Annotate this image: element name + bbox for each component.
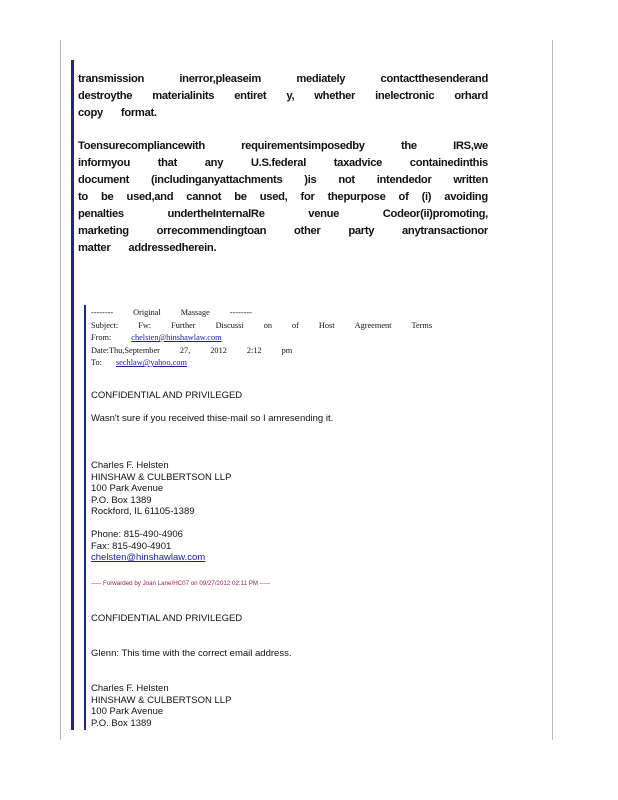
forwarded-notice: ----- Forwarded by Joan Lane/HC07 on 09/27/2012 02:11 PM ----- [91,580,271,587]
disclaimer-word: requirementsimposedby [241,140,365,152]
disclaimer-word: (i) [421,191,432,203]
date-word: 2:12 [246,345,262,355]
subject-value [138,320,452,333]
email-1-body: Wasn't sure if you received thise-mail so I amresending it. [91,413,334,424]
disclaimer-word: the [400,140,417,152]
email-1-heading: CONFIDENTIAL AND PRIVILEGED [91,390,243,401]
subject-label: Subject: [91,320,119,330]
disclaimer-word: informyou [78,157,130,169]
separator-word: -------- [229,308,252,317]
email-1-signature [91,460,531,518]
signature-name: Charles F. Helsten [91,683,169,694]
disclaimer-word: containedinthis [409,157,488,169]
disclaimer-word: any [204,157,224,169]
quote-bar-inner [84,305,86,730]
page-border-right [552,40,553,740]
email-1-contact [91,529,531,564]
disclaimer-line [78,172,488,189]
disclaimer-word: orrecommendingtoan [156,225,267,237]
disclaimer-word: party [348,225,375,237]
disclaimer-line [78,206,488,223]
disclaimer-word: U.S.federal [250,157,307,169]
subject-word: Host [318,320,335,330]
email-2-signature [91,683,531,729]
disclaimer-text [78,71,488,257]
disclaimer-word: y, [286,90,295,102]
quote-bar-outer [71,60,74,730]
to-label: To: [91,358,102,367]
date-row [91,345,452,358]
disclaimer-line [78,105,488,122]
disclaimer-word: to [78,191,88,203]
disclaimer-word: IRS,we [453,140,488,152]
signature-po-box: P.O. Box 1389 [91,494,152,506]
disclaimer-word: (includinganyattachments [150,174,283,186]
page-border-left [60,40,61,740]
disclaimer-word: orhard [454,90,488,102]
disclaimer-word: used, [259,191,288,203]
disclaimer-word: materialinits [152,90,215,102]
disclaimer-word: be [101,191,114,203]
subject-word: of [291,320,299,330]
original-message-separator [91,307,452,320]
signature-street: 100 Park Avenue [91,483,164,495]
subject-word: Fw: [138,320,152,330]
subject-word: on [263,320,272,330]
disclaimer-line [78,189,488,206]
disclaimer-line [78,240,488,257]
disclaimer-word: Codeor(ii)promoting, [382,208,488,220]
disclaimer-word: inerror,pleaseim [179,73,261,85]
disclaimer-word: thepurpose [327,191,386,203]
disclaimer-paragraph-2 [78,138,488,257]
disclaimer-word: used,and [126,191,174,203]
signature-firm: HINSHAW & CULBERTSON LLP [91,694,232,706]
signature-street: 100 Park Avenue [91,706,164,718]
disclaimer-word: that [157,157,178,169]
subject-row [91,320,452,333]
signature-name: Charles F. Helsten [91,460,169,471]
disclaimer-word: document [78,174,130,186]
to-email-link[interactable]: sechlaw@yahoo.com [115,358,187,367]
fax-number: Fax: 815-490-4901 [91,540,172,552]
disclaimer-word: taxadvice [333,157,383,169]
email-2-heading: CONFIDENTIAL AND PRIVILEGED [91,613,243,624]
disclaimer-word: of [398,191,409,203]
disclaimer-word: other [294,225,321,237]
disclaimer-line [78,155,488,172]
disclaimer-word: cannot [186,191,222,203]
disclaimer-word: venue [308,208,340,220]
disclaimer-word: destroythe [78,90,133,102]
subject-word: Discussi [215,320,244,330]
signature-firm: HINSHAW & CULBERTSON LLP [91,471,232,483]
disclaimer-word: format. [120,107,157,119]
disclaimer-word: addressedherein. [128,242,217,254]
date-word: 2012 [210,345,227,355]
separator-word: -------- [91,308,114,317]
disclaimer-line [78,71,488,88]
disclaimer-word: undertheInternalRe [167,208,265,220]
disclaimer-word: penalties [78,208,124,220]
disclaimer-word: copy [78,107,103,119]
signature-email-link[interactable]: chelsten@hinshawlaw.com [91,552,206,564]
disclaimer-paragraph-1 [78,71,488,122]
signature-city: Rockford, IL 61105-1389 [91,506,195,518]
separator-word: Original [133,308,161,317]
disclaimer-word: not [338,174,355,186]
disclaimer-word: marketing [78,225,129,237]
phone-number: Phone: 815-490-4906 [91,529,183,540]
disclaimer-word: matter [78,242,111,254]
original-message-header [91,307,452,370]
to-row [91,357,452,370]
date-label: Date:Thu,September [91,345,160,355]
disclaimer-word: Toensurecompliancewith [78,140,205,152]
disclaimer-word: inelectronic [375,90,435,102]
disclaimer-line [78,223,488,240]
email-2-body: Glenn: This time with the correct email address. [91,648,292,659]
disclaimer-word: )is [304,174,317,186]
subject-word: Further [171,320,196,330]
disclaimer-word: mediately [296,73,346,85]
disclaimer-word: avoiding [444,191,488,203]
date-word: 27, [179,345,191,355]
separator-word: Massage [180,308,210,317]
subject-word: Terms [411,320,433,330]
disclaimer-word: anytransactionor [401,225,488,237]
disclaimer-word: intendedor [376,174,432,186]
disclaimer-word: be [234,191,247,203]
disclaimer-word: for [300,191,315,203]
from-row [91,332,452,345]
disclaimer-word: contactthesenderand [380,73,488,85]
subject-word: Agreement [354,320,392,330]
disclaimer-line [78,138,488,155]
date-value [180,345,312,358]
disclaimer-word: whether [314,90,356,102]
date-word: pm [281,345,293,355]
from-email-link[interactable]: chelsten@hinshawlaw.com [131,333,222,342]
disclaimer-word: entiret [234,90,267,102]
disclaimer-line [78,88,488,105]
signature-po-box: P.O. Box 1389 [91,717,152,729]
disclaimer-word: written [453,174,488,186]
disclaimer-word: transmission [78,73,145,85]
from-label: From: [91,333,112,342]
